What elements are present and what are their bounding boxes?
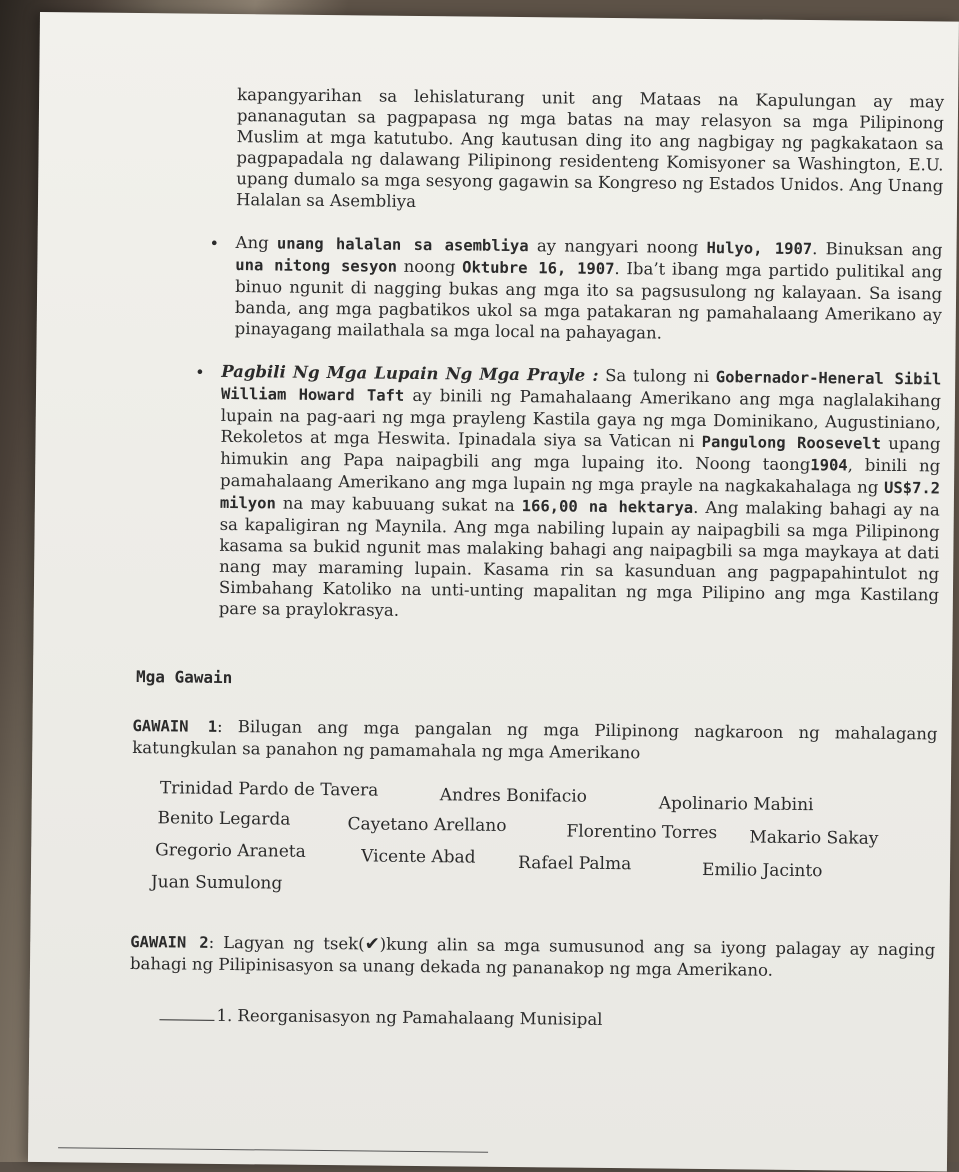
- answer-blank[interactable]: [159, 1019, 214, 1021]
- bullet-prayle-text: Pagbili Ng Mga Lupain Ng Mga Prayle : Sa tulong ni Gobernador-Heneral Sibil William Howard Taft ay binili ng Pamahalaang Amerikano ang mga naglalakihang lupain na pag-aari ng mga prayleng Kastila gaya ng mga Dominikano, Augustiniano, Rekoletos at mga Heswita. Ipinadala siya sa Vatican ni Pangulong Roosevelt upang himukin ang Papa naipagbili ang mga lupaing ito. Noong taong1904, binili ng pamahalaang Amerikano ang mga lupain ng mga prayle na nagkakahalaga ng US$7.2 milyon na may kabuuang sukat na 166,00 na hektarya. Ang malaking bahagi ay na sa kapaligiran ng Maynila. Ang mga nabiling lupain ay naipagbili sa mga Pilipinong kasama sa bukid ngunit mas malaking bahagi ang naipagbili sa mga maykaya at dati nang may maraming lupain. Kasama rin sa kasunduan ang pagpapahintulot ng Simbahang Katoliko na unti-unting mapalitan ng mga Pilipino ang mga Kastilang pare sa praylokrasya.: [218, 361, 942, 620]
- names-list: [121, 778, 937, 922]
- checklist-item: [159, 1004, 934, 1033]
- checklist-item-label: 1. Reorganisasyon ng Pamahalaang Munisipal: [216, 1005, 603, 1029]
- bullet-halalan-text: Ang unang halalan sa asembliya ay nangyari noong Hulyo, 1907. Binuksan ang una nitong sesyon noong Oktubre 16, 1907. Iba’t ibang mga partido pulitikal ang binuo ngunit di nagging bukas ang mga ito sa pagsusulong ng kalayaan. Sa isang banda, ang mga pagbatikos ukol sa mga patakaran ng pamahalaang Amerikano ay pinayagang mailathala sa mga local na pahayagan.: [234, 233, 943, 343]
- bottom-rule: [58, 1147, 488, 1153]
- name-item: Trinidad Pardo de Tavera: [159, 778, 379, 801]
- intro-paragraph: kapangyarihan sa lehislaturang unit ang Mataas na Kapulungan ay may pananagutan sa pagpapasa ng mga batas na may relasyon sa mga Pilipinong Muslim at mga katutubo. Ang kautusan ding ito ang nagbigay ng pagkakataon sa pagpapadala ng dalawang Pilipinong residenteng Komisyoner sa Washington, E.U. upang dumalo sa mga sesyong gagawin sa Kongreso ng Estados Unidos. Ang Unang Halalan sa Asembliya: [235, 85, 945, 211]
- name-item: Rafael Palma: [518, 853, 632, 875]
- gawain-1-instruction: GAWAIN 1: Bilugan ang mga pangalan ng mga Pilipinong nagkaroon ng mahalagang katungkulan sa panahon ng pamamahala ng mga Amerikano: [132, 716, 938, 763]
- name-item: Benito Legarda: [157, 808, 291, 830]
- section-title: Mga Gawain: [135, 667, 233, 688]
- bullet-dot-icon: •: [195, 362, 205, 382]
- bullet-dot-icon: •: [209, 233, 220, 253]
- name-item: Vicente Abad: [361, 846, 476, 868]
- name-item: Makario Sakay: [749, 827, 879, 849]
- name-item: Juan Sumulong: [150, 872, 283, 894]
- name-item: Florentino Torres: [566, 821, 718, 844]
- name-item: Gregorio Araneta: [155, 840, 306, 862]
- gawain-2-label: GAWAIN 2: [130, 932, 209, 952]
- name-item: Apolinario Mabini: [658, 793, 814, 816]
- gawain-2-instruction: GAWAIN 2: Lagyan ng tsek(✔)kung alin sa mga sumusunod ang sa iyong palagay ay naging bahagi ng Pilipinisasyon sa unang dekada ng pananakop ng mga Amerikano.: [129, 932, 936, 980]
- bullet-halalan: [209, 232, 943, 346]
- worksheet-paper: [28, 12, 959, 1172]
- name-item: Cayetano Arellano: [347, 814, 507, 836]
- worksheet-content: [119, 83, 944, 1033]
- checkmark-icon: ✔: [364, 933, 380, 955]
- gawain-1-label: GAWAIN 1: [132, 717, 218, 736]
- name-item: Emilio Jacinto: [701, 859, 823, 882]
- name-item: Andres Bonifacio: [439, 785, 588, 807]
- bullet-prayle: [195, 361, 942, 627]
